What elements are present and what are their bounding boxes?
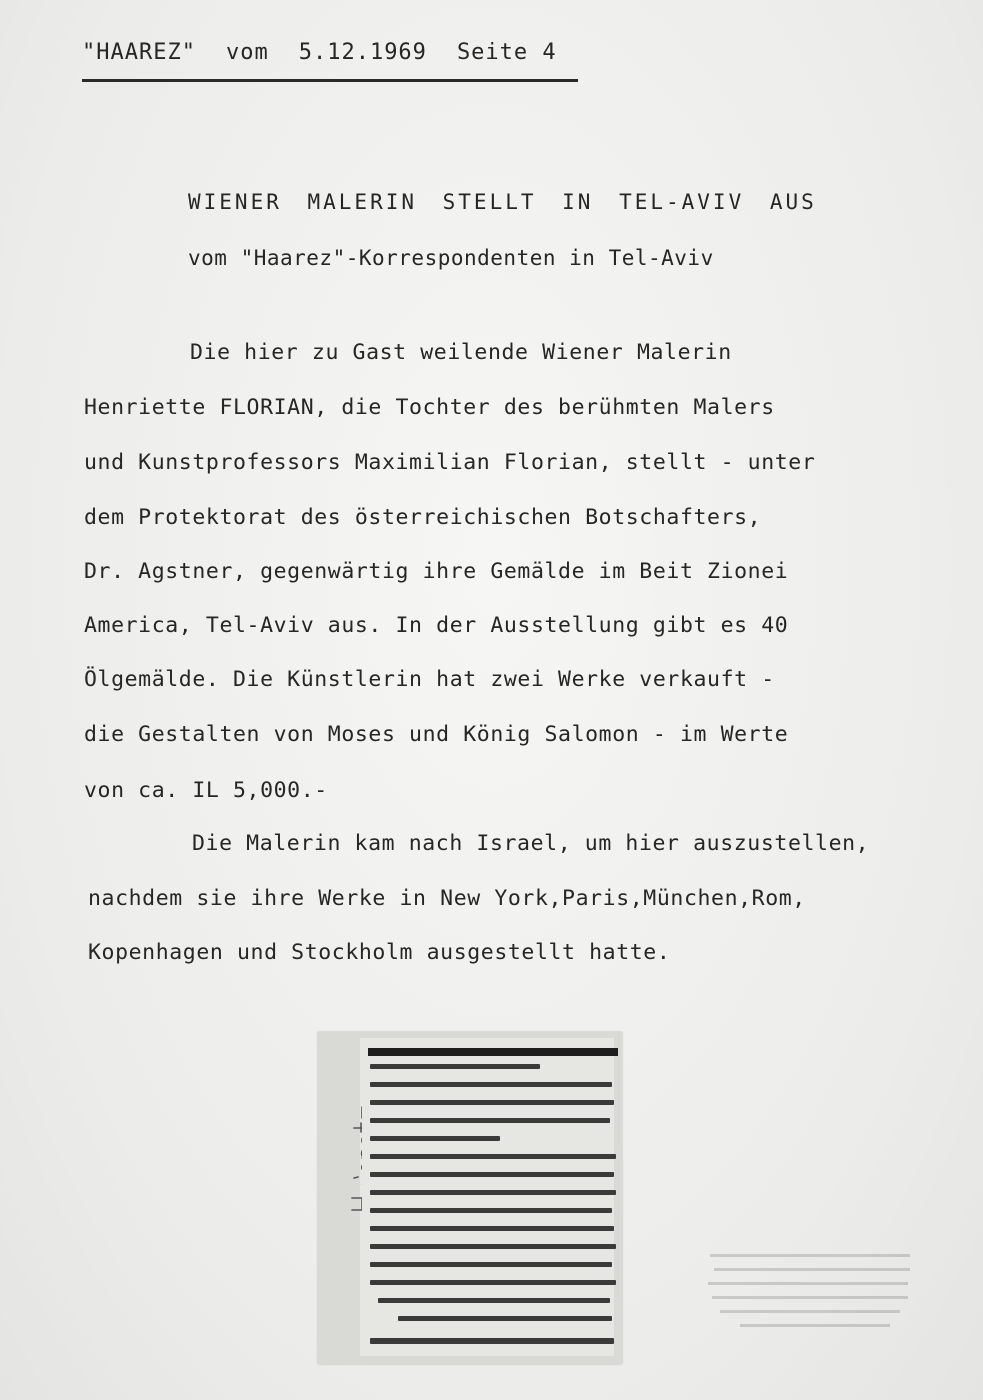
article-line: Die hier zu Gast weilende Wiener Malerin bbox=[190, 340, 732, 365]
clipping-rule bbox=[50, 1048, 618, 1058]
document-header bbox=[82, 40, 578, 82]
article-line: die Gestalten von Moses und König Salomon - im Werte bbox=[84, 722, 789, 747]
article-line: Henriette FLORIAN, die Tochter des berühmten Malers bbox=[84, 395, 775, 420]
article-line: von ca. IL 5,000.- bbox=[84, 778, 328, 803]
faint-show-through-image bbox=[700, 1250, 920, 1340]
clipping-text-image bbox=[368, 1060, 618, 1360]
header-vom: vom bbox=[225, 40, 269, 65]
header-date: 5.12.1969 bbox=[298, 40, 427, 65]
article-line: Die Malerin kam nach Israel, um hier auszustellen, bbox=[192, 831, 870, 856]
article-line: nachdem sie ihre Werke in New York,Paris,München,Rom, bbox=[88, 886, 806, 911]
article-line: Dr. Agstner, gegenwärtig ihre Gemälde im Beit Zionei bbox=[84, 559, 789, 584]
article-line: und Kunstprofessors Maximilian Florian, stellt - unter bbox=[84, 450, 816, 475]
header-page: Seite 4 bbox=[456, 40, 557, 65]
article-subtitle: vom "Haarez"-Korrespondenten in Tel-Aviv bbox=[188, 246, 714, 270]
article-line: America, Tel-Aviv aus. In der Ausstellung gibt es 40 bbox=[84, 613, 789, 638]
handwritten-note-image bbox=[322, 1080, 362, 1220]
article-line: Kopenhagen und Stockholm ausgestellt hatte. bbox=[88, 940, 671, 965]
newspaper-name: "HAAREZ" bbox=[82, 40, 196, 65]
article-title: WIENER MALERIN STELLT IN TEL-AVIV AUS bbox=[188, 190, 817, 214]
article-line: Ölgemälde. Die Künstlerin hat zwei Werke verkauft - bbox=[84, 667, 775, 692]
article-line: dem Protektorat des österreichischen Botschafters, bbox=[84, 505, 762, 530]
